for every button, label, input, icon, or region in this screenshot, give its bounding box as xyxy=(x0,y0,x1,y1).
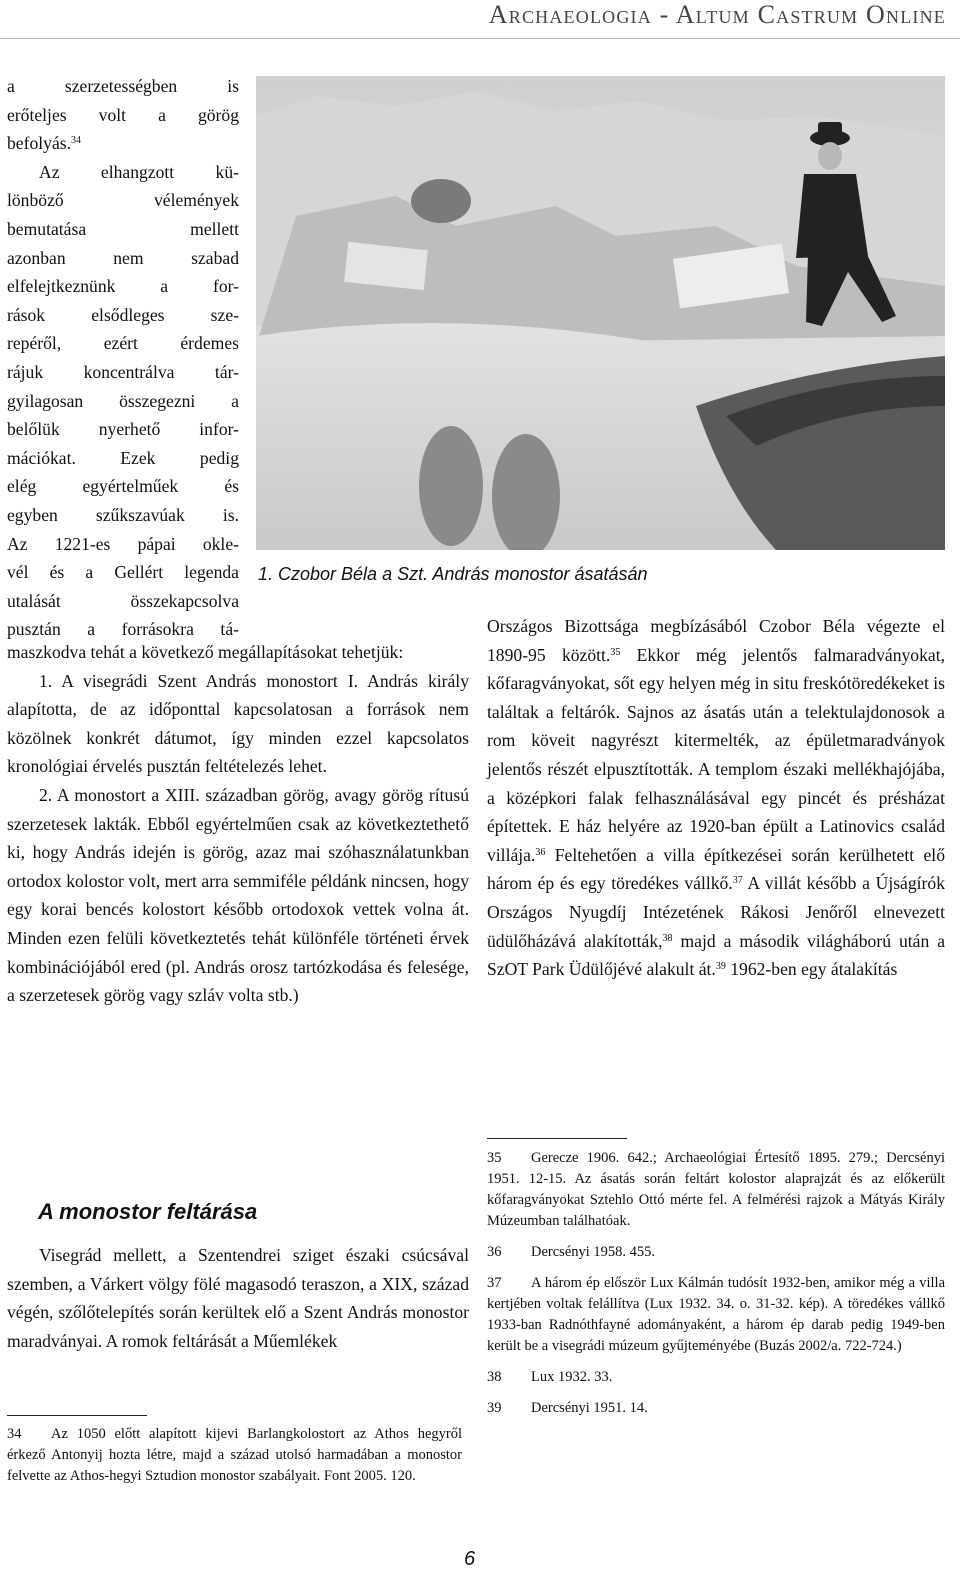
text-line: rájuk koncentrálva tár- xyxy=(7,361,239,382)
footnote-number: 38 xyxy=(487,1369,502,1385)
text-line: belőlük nyerhető infor- xyxy=(7,419,239,440)
excavation-photo-illustration xyxy=(256,76,945,550)
footnote-ref-38[interactable]: 38 xyxy=(662,932,673,944)
page-number: 6 xyxy=(464,1548,476,1570)
footnote-text: Lux 1932. 33. xyxy=(531,1369,613,1385)
footnote-text: Dercsényi 1951. 14. xyxy=(531,1400,648,1416)
footnote-39 xyxy=(487,1398,945,1419)
footnote-text: Az 1050 előtt alapított kijevi Barlangkolostort az Athos hegyről érkező Antonyij hozta létre, majd a század utolsó harmadában a monostor felvette az Athos-hegyi Sztudion monostor szabályait. Font 2005. 120. xyxy=(7,1426,462,1484)
text-line xyxy=(7,129,239,158)
footnote-37 xyxy=(487,1273,945,1357)
footnote-rule-right xyxy=(487,1138,627,1139)
text-segment: Feltehetően a villa építkezései során kerülhetett elő három ép és egy töredékes vállkő. xyxy=(487,844,945,894)
footnote-38 xyxy=(487,1367,945,1388)
text-line: azonban nem szabad xyxy=(7,247,239,268)
text-line: Az 1221-es pápai okle- xyxy=(7,533,239,554)
footnote-ref-35[interactable]: 35 xyxy=(610,646,621,658)
footnote-number: 39 xyxy=(487,1400,502,1416)
face xyxy=(818,142,842,170)
figure-caption: 1. Czobor Béla a Szt. András monostor ásatásán xyxy=(258,564,648,584)
text-segment: majd a második világháború után a SzOT Park Üdülőjévé alakult át. xyxy=(487,930,945,980)
footnotes-right xyxy=(487,1148,945,1429)
text-line: elég egyértelműek és xyxy=(7,476,239,497)
footnote-number: 37 xyxy=(487,1275,502,1291)
text-line: mációkat. Ezek pedig xyxy=(7,447,239,468)
footnote-ref-34[interactable]: 34 xyxy=(71,135,82,147)
header-rule xyxy=(0,38,960,39)
text-line: utalását összekapcsolva xyxy=(7,590,239,611)
continuation-paragraph: maszkodva tehát a következő megállapításokat tehetjük: xyxy=(7,642,404,662)
excavation-photo xyxy=(256,76,945,550)
text-line-content: befolyás. xyxy=(7,133,72,154)
footnotes-left xyxy=(7,1424,462,1497)
text-line: egyben szűkszavúak is. xyxy=(7,504,239,525)
finding-point-1: 1. A visegrádi Szent András monostort I. András király alapította, de az időponttal kapcsolatosan a források nem közölnek konkrét dátumot, így minden ezzel kapcsolatos kronológiai érvelés pusztán feltételezés lehet. xyxy=(7,670,469,777)
footnote-rule-left xyxy=(7,1415,147,1416)
footnote-ref-39[interactable]: 39 xyxy=(715,961,726,973)
narrow-column xyxy=(7,72,239,644)
footnote-34 xyxy=(7,1424,462,1487)
stone-slab xyxy=(344,242,428,290)
footnote-35 xyxy=(487,1148,945,1232)
footnote-number: 35 xyxy=(487,1150,502,1166)
text-line: Az elhangzott kü- xyxy=(39,161,239,182)
footnote-number: 34 xyxy=(7,1426,22,1442)
text-line: elfelejtkeznünk a for- xyxy=(7,276,239,297)
footnote-text: Dercsényi 1958. 455. xyxy=(531,1244,656,1260)
section-paragraph: Visegrád mellett, a Szentendrei sziget északi csúcsával szemben, a Várkert völgy fölé magasodó teraszon, a XIX, század végén, szőlőtelepítés során kerültek elő a Szent András monostor maradványai. A romok feltárását a Műemlékek xyxy=(7,1245,469,1351)
section-body xyxy=(7,1241,469,1355)
text-line: erőteljes volt a görög xyxy=(7,104,239,125)
left-column xyxy=(7,638,469,1010)
journal-header: Archaeologia - Altum Castrum Online xyxy=(488,0,946,29)
right-column xyxy=(487,612,945,984)
text-line: gyilagosan összegezni a xyxy=(7,390,239,411)
section-heading: A monostor feltárása xyxy=(38,1199,258,1224)
hat-crown xyxy=(818,122,842,138)
text-line: lönböző vélemények xyxy=(7,190,239,211)
footnote-36 xyxy=(487,1242,945,1263)
text-segment: A villát később a Újságírók Országos Nyugdíj Intézetének Rákosi Jenőről elnevezett üdülőházává alakították, xyxy=(487,873,945,951)
finding-point-2: 2. A monostort a XIII. században görög, avagy görög rítusú szerzetesek lakták. Ebből egyértelműen csak az következtethető ki, hogy András idején is görög, azaz mai szóhasználatunkban ortodox kolostor volt, mert arra semmiféle példánk nincsen, hogy egy korai bencés kolostort később ortodoxok vettek volna át. Minden ezen felüli következtetés tehát különféle történeti érvek kombinációjából ered (pl. András orosz tartózkodása és felesége, a szerzetesek görög vagy szláv volta stb.) xyxy=(7,784,469,1006)
footnote-text: A három ép először Lux Kálmán tudósít 1932-ben, amikor még a villa kertjében voltak felállítva (Lux 1932. 34. o. 31-32. kép). A töredékes vállkő 1933-ban Radnóthfayné adományaként, a három ép darab pedig 1949-ben került be a visegrádi múzeum gyűjteményébe (Buzás 2002/a. 722-724.) xyxy=(487,1275,945,1354)
footnote-ref-36[interactable]: 36 xyxy=(535,846,546,858)
text-line: a szerzetességben is xyxy=(7,76,239,96)
coat xyxy=(796,174,868,258)
basket xyxy=(411,179,471,223)
shadow-figure xyxy=(419,426,483,546)
text-line: pusztán a forrásokra tá- xyxy=(7,619,239,640)
text-line: vél és a Gellért legenda xyxy=(7,562,239,583)
text-line: repéről, ezért érdemes xyxy=(7,333,239,354)
footnote-ref-37[interactable]: 37 xyxy=(732,875,743,887)
text-segment: 1962-ben egy átalakítás xyxy=(725,959,898,980)
text-segment: Országos Bizottsága megbízásából Czobor Béla végezte el 1890-95 között. xyxy=(487,616,945,665)
right-paragraph xyxy=(487,612,945,984)
footnote-text: Gerecze 1906. 642.; Archaeológiai Értesítő 1895. 279.; Dercsényi 1951. 12-15. Az ásatás során feltárt kolostor alaprajzát és az előkerült kőfaragványokat Sztehlo Ottó mérte fel. A felmérési rajzok a Mátyás Király Múzeumban találhatóak. xyxy=(487,1150,945,1229)
footnote-number: 36 xyxy=(487,1244,502,1260)
text-line: rások elsődleges sze- xyxy=(7,304,239,325)
text-segment: Ekkor még jelentős falmaradványokat, kőfaragványokat, sőt egy helyen még in situ freskótöredékeket is találtak a feltárók. Sajnos az ásatás után a telektulajdonosok a rom köveit nagyrészt kitermelték, az épületmaradványok jelentős részét elpusztították. A templom északi mellékhajójába, a középkori falak felhasználásával egy pincét és présházat építettek. E ház helyére az 1920-ban épült a Latinovics család villája. xyxy=(487,644,945,865)
text-line: bemutatása mellett xyxy=(7,218,239,239)
